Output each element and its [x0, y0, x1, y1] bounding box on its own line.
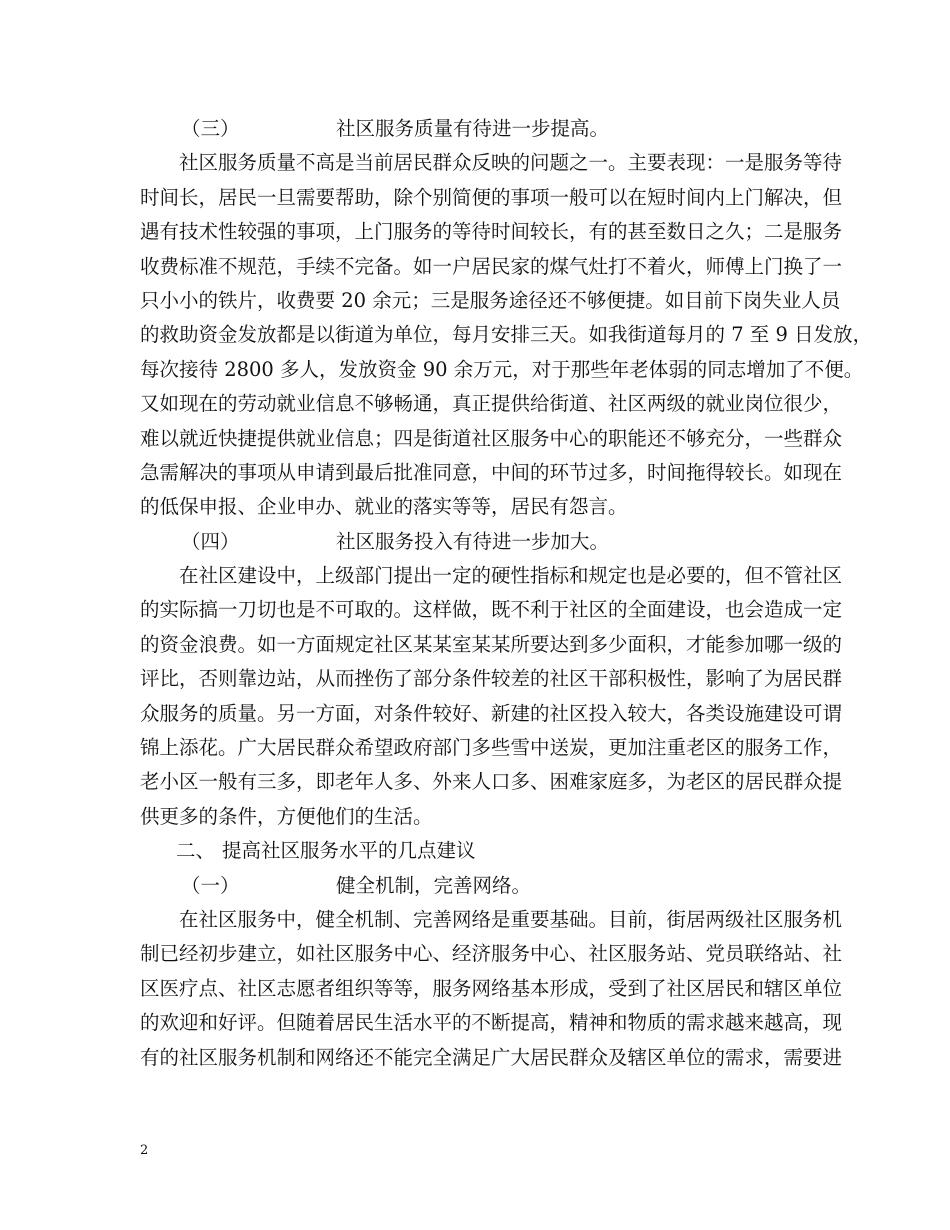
paragraph-line: 在社区服务中，健全机制、完善网络是重要基础。目前，街居两级社区服务机: [179, 907, 843, 931]
heading-title: 社区服务质量有待进一步提高。: [336, 117, 610, 140]
section-heading: [140, 834, 830, 868]
paragraph-line: 又如现在的劳动就业信息不够畅通，真正提供给街道、社区两级的就业岗位很少，: [140, 392, 843, 416]
paragraph-line: 只小小的铁片，收费要 20 余元；三是服务途径还不够便捷。如目前下岗失业人员: [140, 288, 841, 312]
heading-number: （四）: [181, 529, 240, 553]
heading-number: （一）: [181, 873, 240, 897]
paragraph-line: 的欢迎和好评。但随着居民生活水平的不断提高，精神和物质的需求越来越高，现: [140, 1011, 843, 1035]
heading-title: 健全机制，完善网络。: [336, 873, 532, 897]
paragraph-line: 在社区建设中，上级部门提出一定的硬性指标和规定也是必要的，但不管社区: [179, 564, 843, 588]
paragraph-line: 的低保申报、企业申办、就业的落实等等，居民有怨言。: [140, 495, 628, 519]
paragraph-line: 急需解决的事项从申请到最后批准同意，中间的环节过多，时间拖得较长。如现在: [140, 460, 843, 484]
heading-number: （三）: [181, 117, 240, 140]
paragraph-line: 老小区一般有三多，即老年人多、外来人口多、困难家庭多，为老区的居民群众提: [140, 770, 843, 794]
subsection-heading: [140, 112, 830, 146]
document-body: [140, 112, 873, 1075]
heading-title: 提高社区服务水平的几点建议: [222, 839, 476, 863]
paragraph-line: 时间长，居民一旦需要帮助，除个别简便的事项一般可以在短时间内上门解决，但: [140, 185, 843, 209]
paragraph-line: 评比，否则靠边站，从而挫伤了部分条件较差的社区干部积极性，影响了为居民群: [140, 667, 843, 691]
paragraph-line: 供更多的条件，方便他们的生活。: [140, 804, 433, 828]
paragraph-line: 难以就近快捷提供就业信息；四是街道社区服务中心的职能还不够充分，一些群众: [140, 426, 843, 450]
paragraph-line: 有的社区服务机制和网络还不能完全满足广大居民群众及辖区单位的需求，需要进: [140, 1045, 843, 1069]
paragraph-line: 每次接待 2800 多人，发放资金 90 余万元，对于那些年老体弱的同志增加了不便。: [140, 357, 864, 381]
paragraph-line: 众服务的质量。另一方面，对条件较好、新建的社区投入较大，各类设施建设可谓: [140, 701, 843, 725]
paragraph-line: 社区服务质量不高是当前居民群众反映的问题之一。主要表现：一是服务等待: [179, 151, 843, 175]
paragraph-line: 的救助资金发放都是以街道为单位，每月安排三天。如我街道每月的 7 至 9 日发放，: [140, 323, 873, 347]
paragraph-line: 收费标准不规范，手续不完备。如一户居民家的煤气灶打不着火，师傅上门换了一: [140, 254, 843, 278]
heading-title: 社区服务投入有待进一步加大。: [336, 529, 610, 553]
heading-number: 二、: [176, 839, 216, 863]
paragraph-line: 区医疗点、社区志愿者组织等等，服务网络基本形成，受到了社区居民和辖区单位: [140, 976, 843, 1000]
paragraph-line: 锦上添花。广大居民群众希望政府部门多些雪中送炭，更加注重老区的服务工作，: [140, 736, 843, 760]
subsection-heading: [140, 525, 830, 559]
paragraph-line: 的实际搞一刀切也是不可取的。这样做，既不利于社区的全面建设，也会造成一定: [140, 598, 843, 622]
page-number: 2: [140, 1143, 149, 1158]
subsection-heading: [140, 869, 830, 903]
paragraph-line: 遇有技术性较强的事项，上门服务的等待时间较长，有的甚至数日之久；二是服务: [140, 220, 843, 244]
paragraph-line: 的资金浪费。如一方面规定社区某某室某某所要达到多少面积，才能参加哪一级的: [140, 632, 843, 656]
paragraph-line: 制已经初步建立，如社区服务中心、经济服务中心、社区服务站、党员联络站、社: [140, 942, 843, 966]
